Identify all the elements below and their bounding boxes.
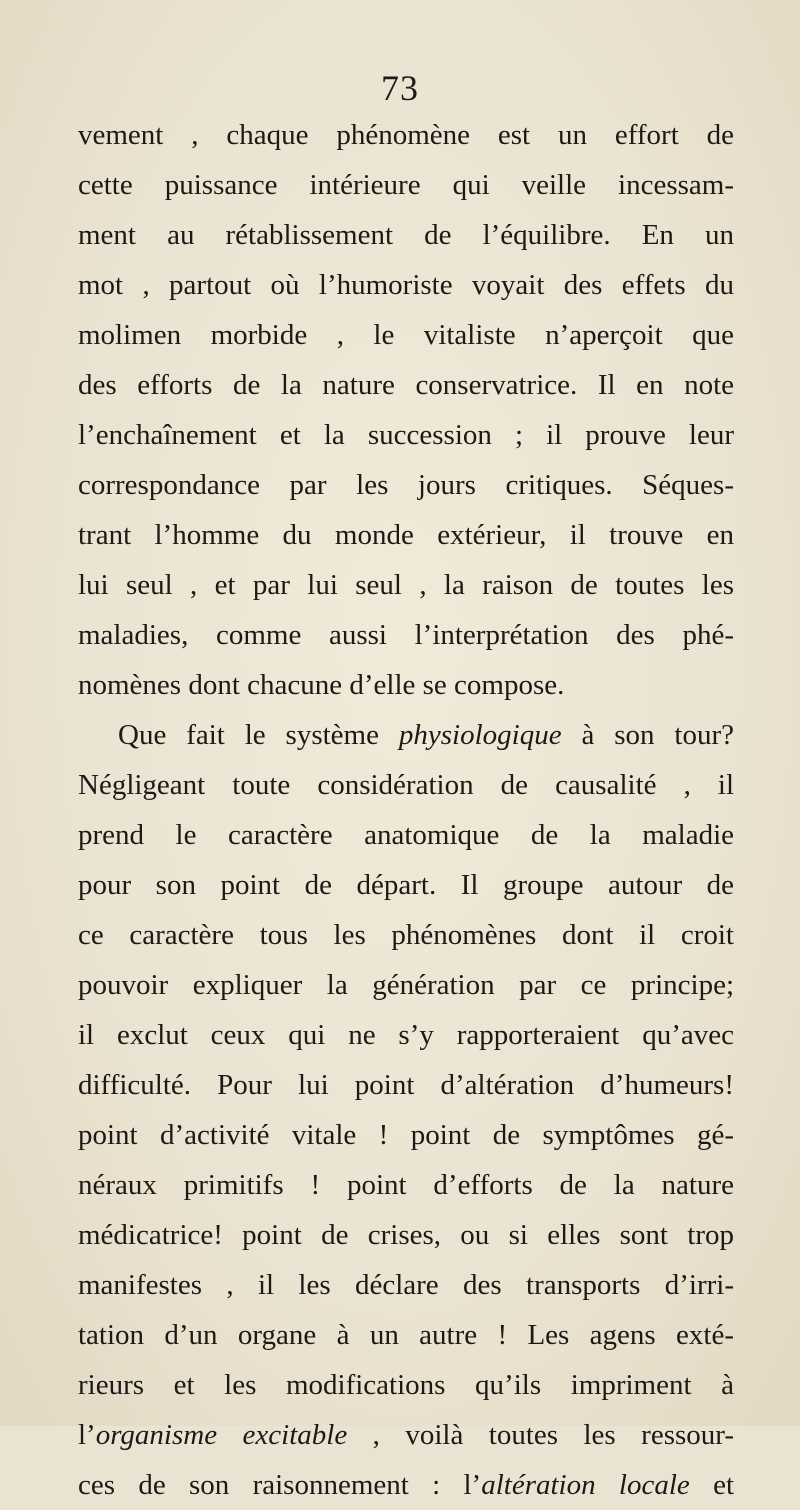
text-line: ces de son raisonnement : l’altération locale et: [78, 1469, 734, 1501]
text-line: ment au rétablissement de l’équilibre. En un: [78, 219, 734, 251]
text-line: trant l’homme du monde extérieur, il trouve en: [78, 519, 734, 551]
italic-term: altération locale: [481, 1469, 690, 1501]
text-line: néraux primitifs ! point d’efforts de la nature: [78, 1169, 734, 1201]
text-line: Que fait le système physiologique à son tour?: [118, 719, 734, 751]
text-line: rieurs et les modifications qu’ils impriment à: [78, 1369, 734, 1401]
text-line: l’enchaînement et la succession ; il prouve leur: [78, 419, 734, 451]
text-line: prend le caractère anatomique de la maladie: [78, 819, 734, 851]
text-line: pour son point de départ. Il groupe autour de: [78, 869, 734, 901]
text-line: lui seul , et par lui seul , la raison de toutes les: [78, 569, 734, 601]
text-line: Négligeant toute considération de causalité , il: [78, 769, 734, 801]
page-number: 73: [381, 68, 419, 108]
text-line: difficulté. Pour lui point d’altération d’humeurs!: [78, 1069, 734, 1101]
text-line: nomènes dont chacune d’elle se compose.: [78, 669, 565, 701]
body-text: [78, 110, 734, 1510]
text-line: correspondance par les jours critiques. Séques-: [78, 469, 734, 501]
text-line: tation d’un organe à un autre ! Les agens exté-: [78, 1319, 734, 1351]
italic-term: organisme excitable: [95, 1419, 348, 1451]
text-line: manifestes , il les déclare des transports d’irri-: [78, 1269, 734, 1301]
text-line: médicatrice! point de crises, ou si elles sont trop: [78, 1219, 734, 1251]
text-line: ce caractère tous les phénomènes dont il croit: [78, 919, 734, 951]
text-line: point d’activité vitale ! point de symptômes gé-: [78, 1119, 734, 1151]
text-line: maladies, comme aussi l’interprétation des phé-: [78, 619, 734, 651]
text-line: molimen morbide , le vitaliste n’aperçoit que: [78, 319, 734, 351]
text-line: cette puissance intérieure qui veille incessam-: [78, 169, 734, 201]
italic-term: physiologique: [398, 719, 562, 751]
text-line: pouvoir expliquer la génération par ce principe;: [78, 969, 734, 1001]
text-line: l’organisme excitable , voilà toutes les ressour-: [78, 1419, 734, 1451]
text-line: vement , chaque phénomène est un effort de: [78, 119, 734, 151]
text-line: des efforts de la nature conservatrice. Il en note: [78, 369, 734, 401]
text-line: mot , partout où l’humoriste voyait des effets du: [78, 269, 734, 301]
text-line: il exclut ceux qui ne s’y rapporteraient qu’avec: [78, 1019, 734, 1051]
